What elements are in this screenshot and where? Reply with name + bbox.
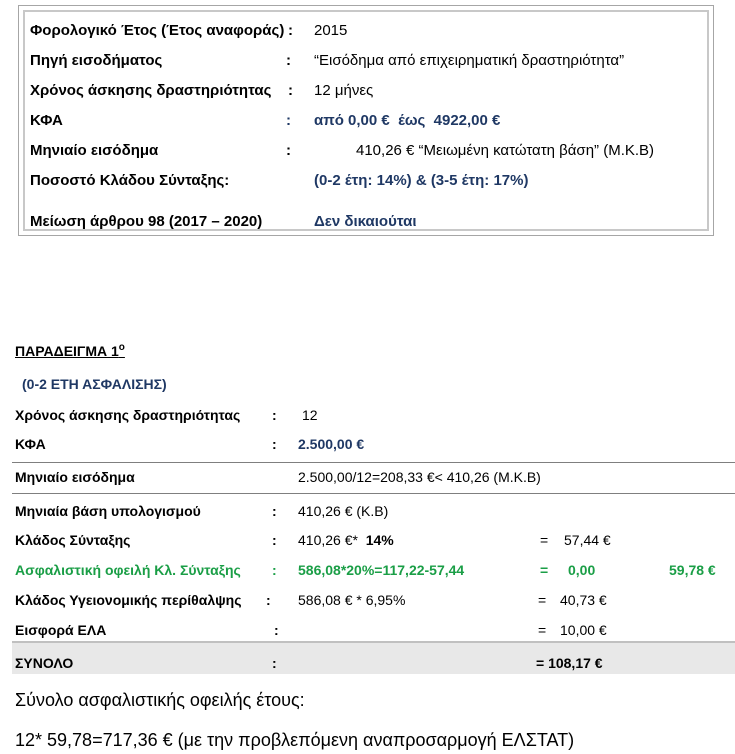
example-sep-pension-branch: :	[272, 532, 277, 548]
info-label-art98-reduction: Μείωση άρθρου 98 (2017 – 2020)	[30, 213, 263, 230]
example-value-pension-debt: 586,08*20%=117,22-57,44	[298, 562, 465, 578]
example-sep-total: :	[272, 655, 277, 671]
summary-line-1: Σύνολο ασφαλιστικής οφειλής έτους:	[15, 690, 305, 710]
example-value-monthly-base: 410,26 € (Κ.Β)	[298, 503, 389, 519]
example-value-monthly-income: 2.500,00/12=208,33 €< 410,26 (Μ.Κ.Β)	[298, 469, 541, 485]
info-sep-activity-time: :	[288, 82, 293, 99]
info-sep-tax-year: :	[288, 22, 293, 39]
example-label-ela: Εισφορά ΕΛΑ	[15, 622, 107, 638]
example-sep-kfa: :	[272, 436, 277, 452]
example-heading: ΠΑΡΑΔΕΙΓΜΑ $1^o$	[15, 342, 125, 359]
example-extra-pension-debt: 59,78 €	[669, 562, 716, 578]
info-value-tax-year: 2015	[314, 22, 348, 39]
example-label-activity-time: Χρόνος άσκησης δραστηριότητας	[15, 407, 241, 423]
info-value-kfa: από 0,00 € έως 4922,00 €	[314, 112, 501, 129]
info-value-income-source: “Εισόδημα από επιχειρηματική δραστηριότητα”	[314, 52, 625, 69]
example-label-health-branch: Κλάδος Υγειονομικής περίθαλψης	[15, 592, 242, 608]
example-value-kfa: 2.500,00 €	[298, 436, 365, 452]
example-value-activity-time: 12	[302, 407, 318, 423]
example-result-ela: 10,00 €	[560, 622, 607, 638]
example-label-monthly-income: Μηνιαίο εισόδημα	[15, 469, 135, 485]
example-result-pension-debt: 0,00	[568, 562, 596, 578]
example-result-total: = 108,17 €	[536, 655, 603, 671]
example-eq-ela: =	[538, 622, 547, 638]
example-label-kfa: ΚΦΑ	[15, 436, 46, 452]
info-label-monthly-income: Μηνιαίο εισόδημα	[30, 142, 159, 159]
example-value-health-branch: 586,08 € * 6,95%	[298, 592, 406, 608]
example-sep-activity-time: :	[272, 407, 277, 423]
info-label-kfa: ΚΦΑ	[30, 112, 63, 129]
example-eq-pension-debt: =	[540, 562, 549, 578]
example-sep-monthly-base: :	[272, 503, 277, 519]
info-label-pension-rate: Ποσοστό Κλάδου Σύνταξης:	[30, 172, 230, 189]
info-value-art98-reduction: Δεν δικαιούται	[314, 213, 417, 230]
info-value-pension-rate: (0-2 έτη: 14%) & (3-5 έτη: 17%)	[314, 172, 529, 189]
summary-line-2: 12* 59,78=717,36 € (με την προβλεπόμενη αναπροσαρμογή ΕΛΣΤΑΤ)	[15, 730, 575, 750]
info-sep-income-source: :	[286, 52, 291, 69]
example-eq-health-branch: =	[538, 592, 547, 608]
info-value-activity-time: 12 μήνες	[314, 82, 374, 99]
example-label-monthly-base: Μηνιαία βάση υπολογισμού	[15, 503, 201, 519]
example-subheading: (0-2 ΕΤΗ ΑΣΦΑΛΙΣΗΣ)	[22, 376, 167, 392]
example-eq-pension-branch: =	[540, 532, 549, 548]
info-value-monthly-income: 410,26 € “Μειωμένη κατώτατη βάση” (Μ.Κ.Β)	[356, 142, 655, 159]
example-sep-pension-debt: :	[272, 562, 277, 578]
info-label-income-source: Πηγή εισοδήματος	[30, 52, 163, 69]
total-row-background	[12, 642, 735, 674]
divider-line-1	[12, 462, 735, 463]
example-result-health-branch: 40,73 €	[560, 592, 607, 608]
info-sep-kfa: :	[286, 112, 291, 129]
example-sep-health-branch: :	[266, 592, 271, 608]
example-label-pension-branch: Κλάδος Σύνταξης	[15, 532, 131, 548]
example-value-pension-branch: 410,26 €* 14%	[298, 532, 394, 548]
example-sep-ela: :	[274, 622, 279, 638]
info-label-tax-year: Φορολογικό Έτος (Έτος αναφοράς)	[30, 22, 285, 39]
example-label-pension-debt: Ασφαλιστική οφειλή Κλ. Σύνταξης	[15, 562, 241, 578]
info-sep-monthly-income: :	[286, 142, 291, 159]
divider-line-2	[12, 493, 735, 494]
example-label-total: ΣΥΝΟΛΟ	[15, 655, 74, 671]
info-label-activity-time: Χρόνος άσκησης δραστηριότητας	[30, 82, 272, 99]
total-row-top-border	[12, 641, 735, 643]
example-result-pension-branch: 57,44 €	[564, 532, 611, 548]
